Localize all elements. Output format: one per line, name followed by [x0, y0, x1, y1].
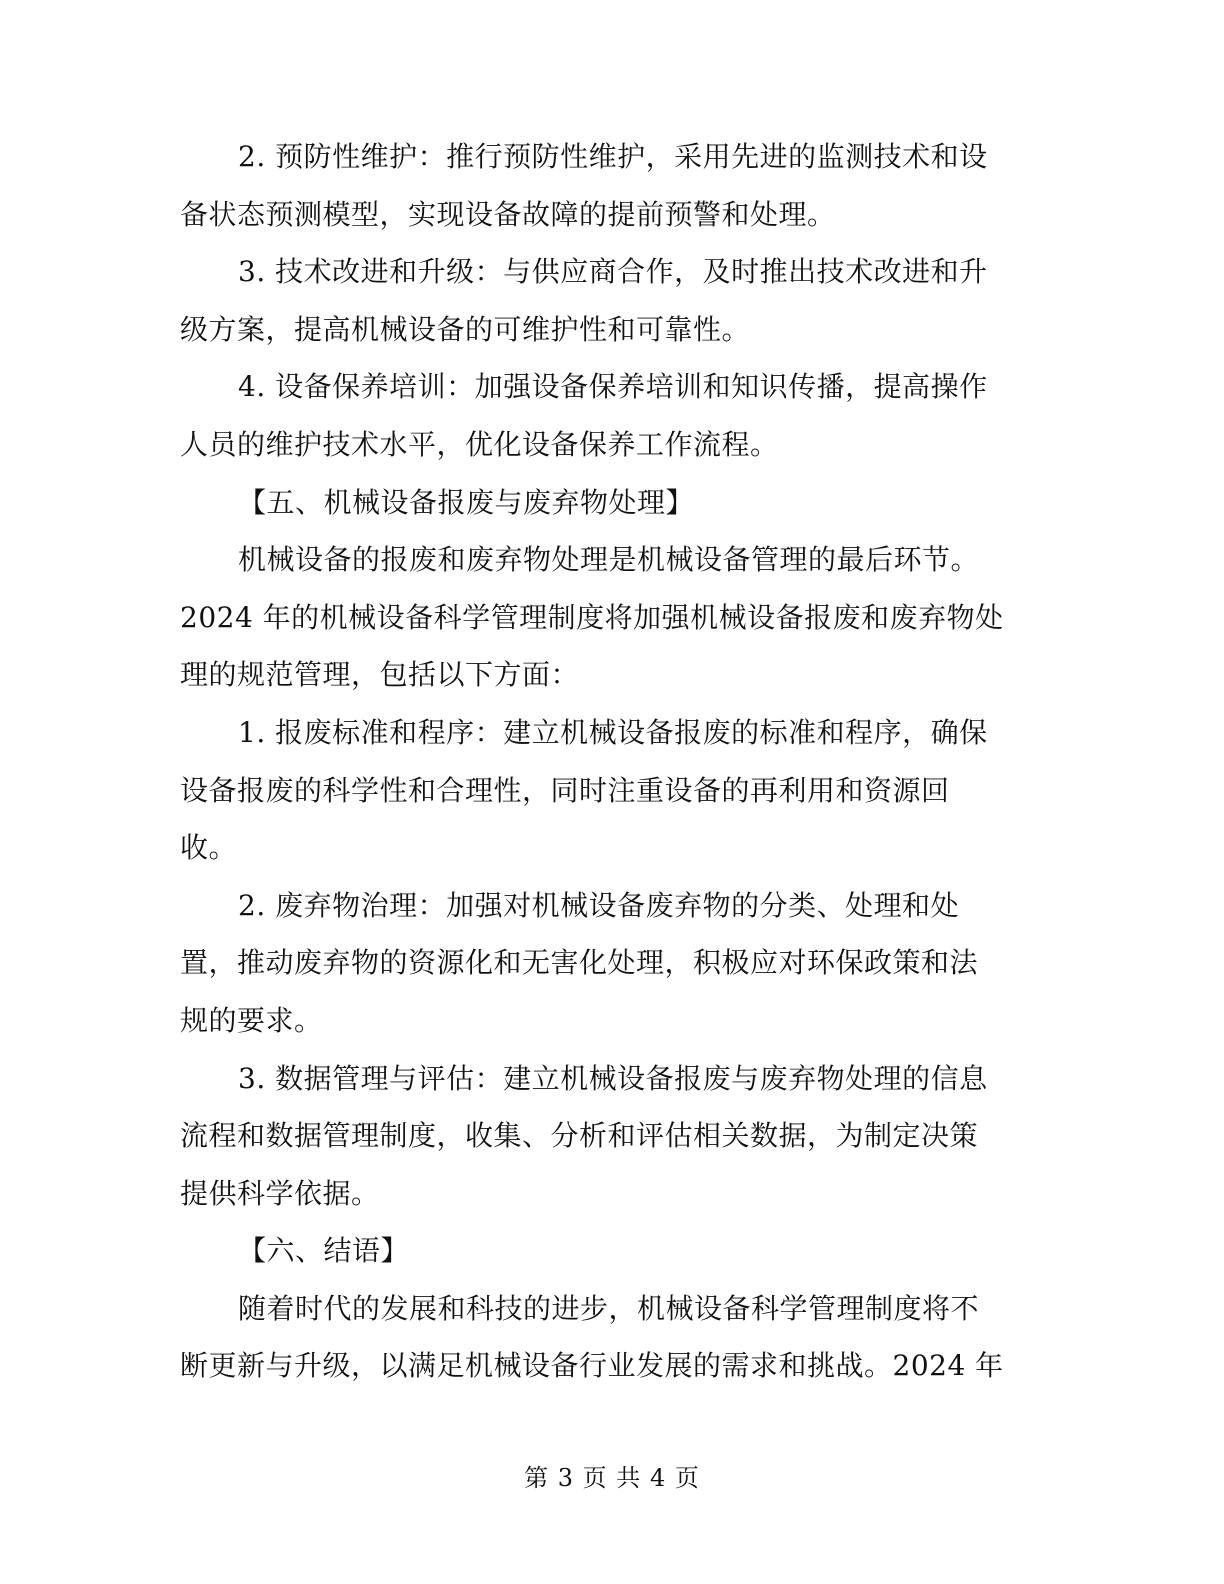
- section-heading: 【五、机械设备报废与废弃物处理】: [238, 485, 695, 519]
- paragraph-line: 4. 设备保养培训：加强设备保养培训和知识传播，提高操作: [238, 370, 988, 404]
- paragraph-line: 备状态预测模型，实现设备故障的提前预警和处理。: [180, 197, 836, 231]
- paragraph-line: 人员的维护技术水平，优化设备保养工作流程。: [180, 427, 779, 461]
- paragraph-line: 2. 预防性维护：推行预防性维护，采用先进的监测技术和设: [238, 140, 988, 173]
- paragraph-line: 置，推动废弃物的资源化和无害化处理，积极应对环保政策和法: [180, 946, 979, 980]
- paragraph-line: 规的要求。: [180, 1003, 323, 1037]
- paragraph-line: 1. 报废标准和程序：建立机械设备报废的标准和程序，确保: [238, 715, 988, 749]
- section-heading: 【六、结语】: [238, 1234, 410, 1268]
- paragraph-line: 流程和数据管理制度，收集、分析和评估相关数据，为制定决策: [180, 1119, 979, 1153]
- paragraph-line: 3. 技术改进和升级：与供应商合作，及时推出技术改进和升: [238, 255, 988, 289]
- paragraph-line: 随着时代的发展和科技的进步，机械设备科学管理制度将不: [238, 1291, 980, 1325]
- paragraph-line: 2. 废弃物治理：加强对机械设备废弃物的分类、处理和处: [238, 888, 960, 922]
- paragraph-line: 级方案，提高机械设备的可维护性和可靠性。: [180, 312, 751, 346]
- document-body: [180, 128, 1030, 1395]
- paragraph-line: 机械设备的报废和废弃物处理是机械设备管理的最后环节。: [238, 543, 980, 577]
- paragraph-line: 理的规范管理，包括以下方面：: [180, 658, 580, 692]
- page-number-footer: 第 3 页 共 4 页: [524, 1464, 700, 1492]
- paragraph-line: 提供科学依据。: [180, 1176, 380, 1210]
- paragraph-line: 设备报废的科学性和合理性，同时注重设备的再利用和资源回: [180, 773, 950, 807]
- paragraph-line: 收。: [180, 831, 238, 865]
- paragraph-line: 断更新与升级，以满足机械设备行业发展的需求和挑战。2024 年: [180, 1349, 1004, 1383]
- paragraph-line: 3. 数据管理与评估：建立机械设备报废与废弃物处理的信息: [238, 1061, 988, 1095]
- paragraph-line: 2024 年的机械设备科学管理制度将加强机械设备报废和废弃物处: [180, 600, 1004, 634]
